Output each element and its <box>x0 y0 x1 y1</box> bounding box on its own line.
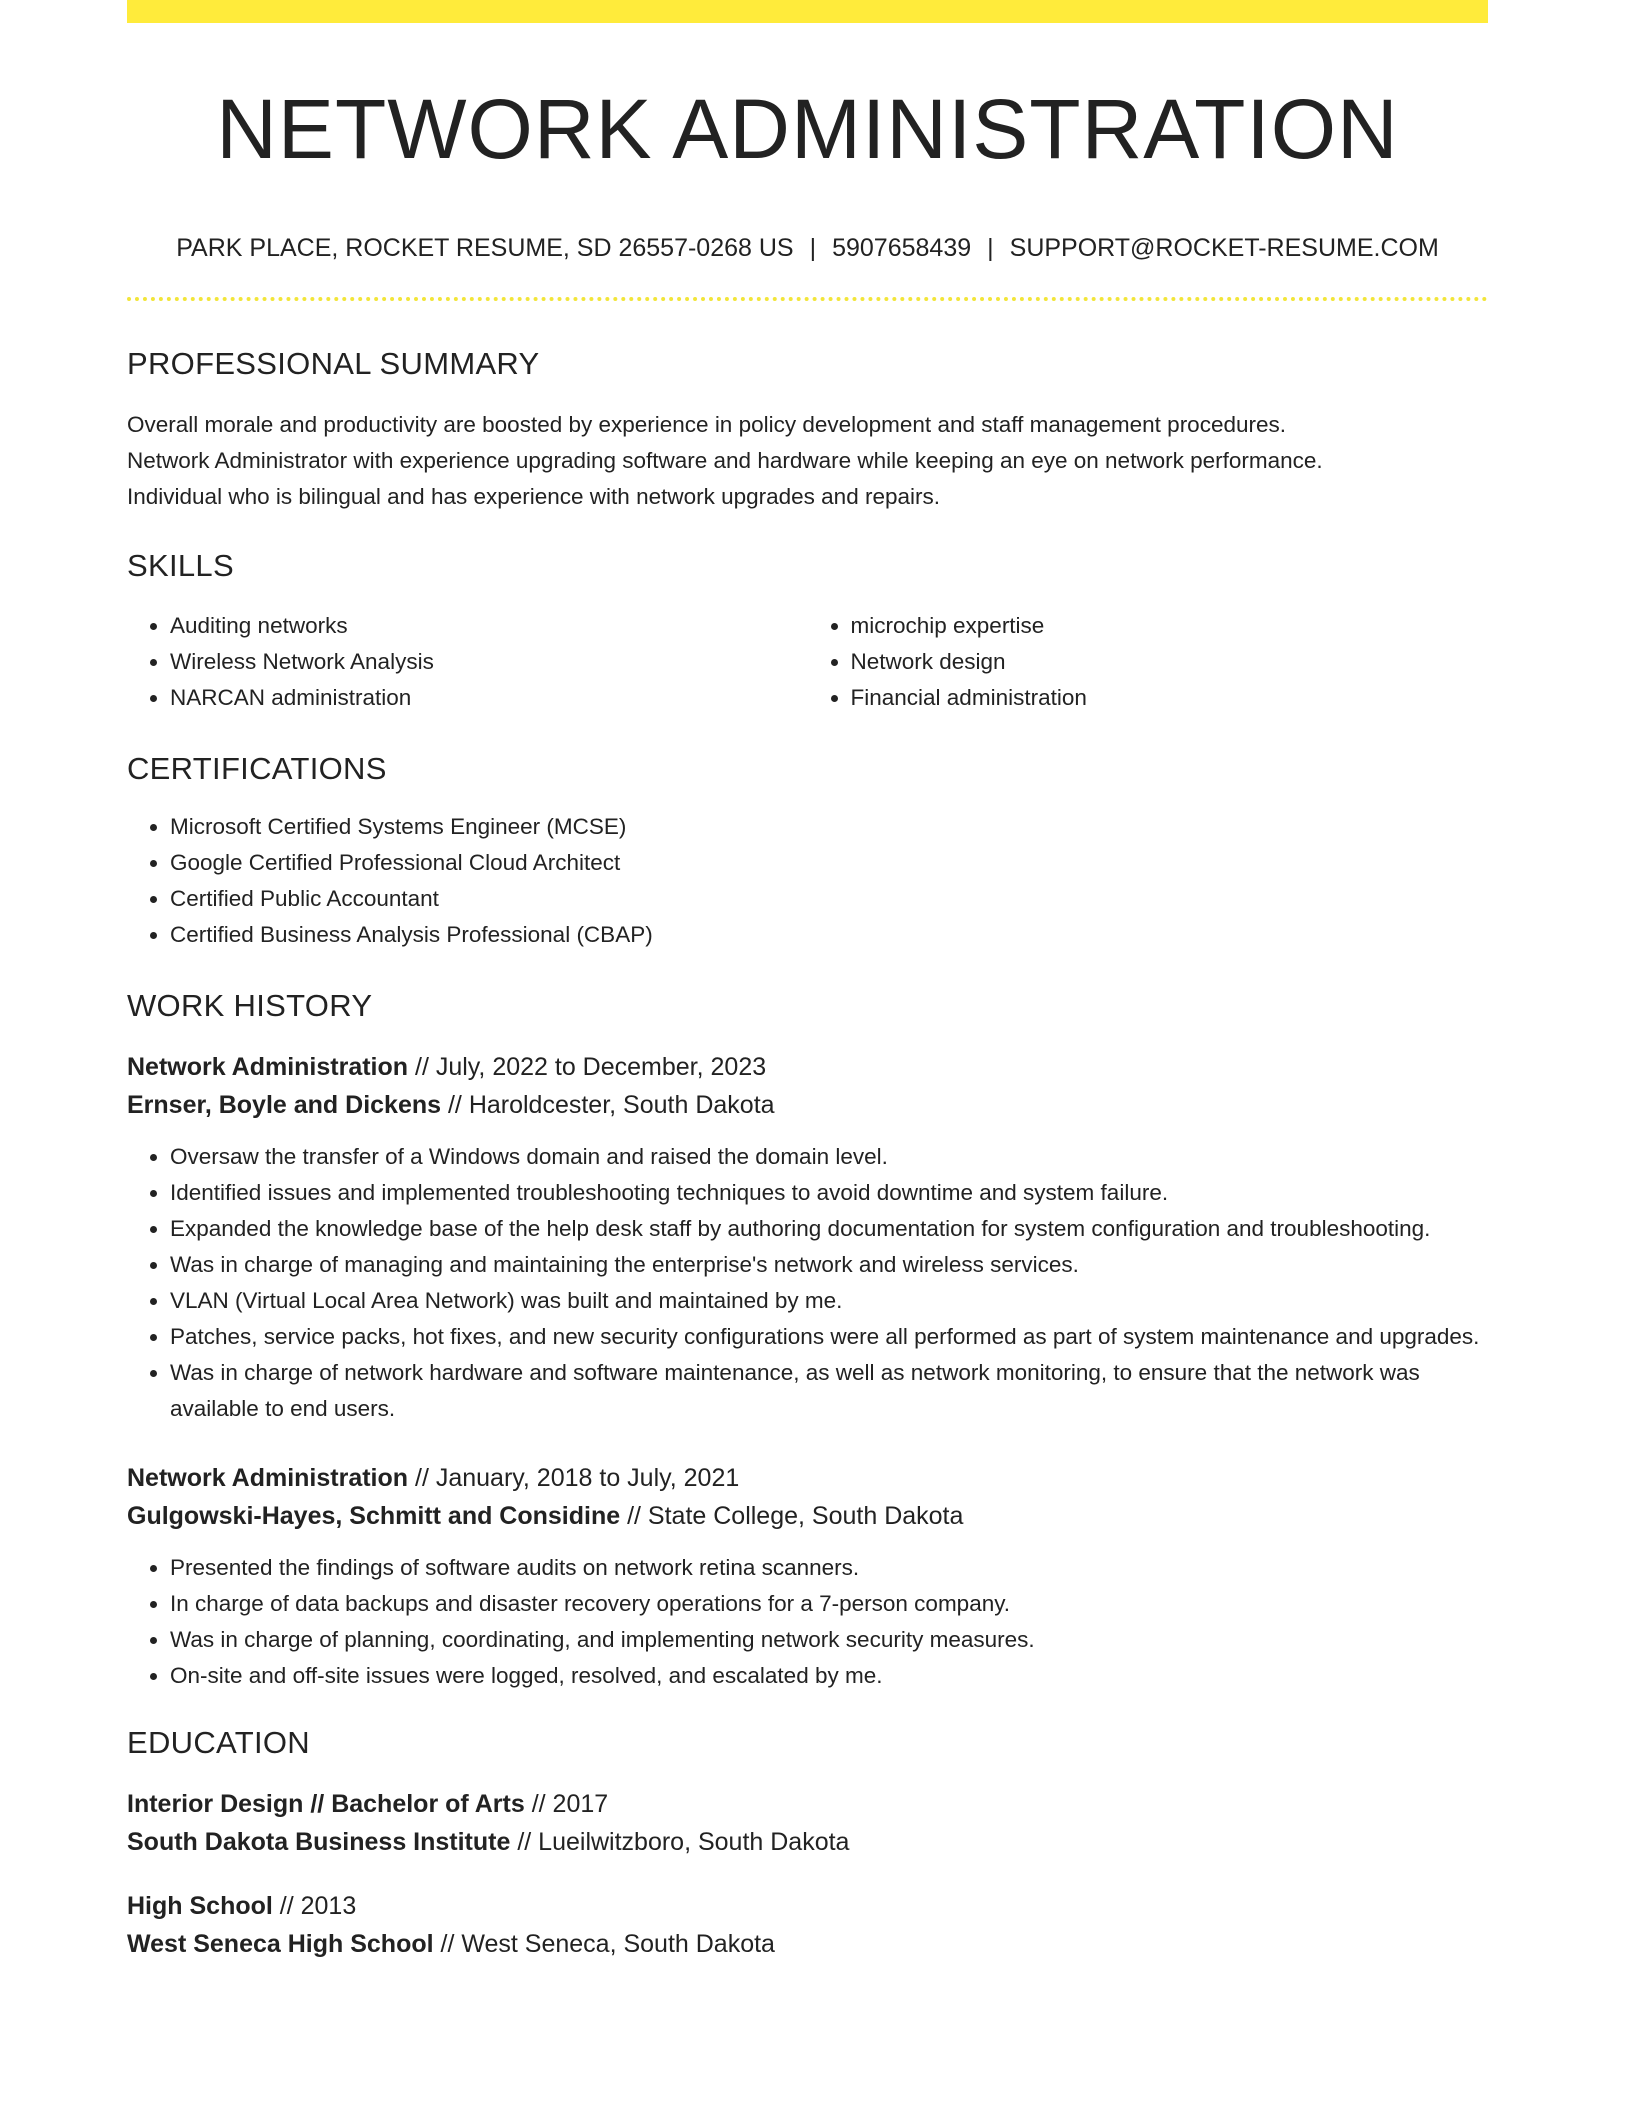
education-school: West Seneca High School <box>127 1930 434 1959</box>
job-bullet: • Expanded the knowledge base of the help desk staff by authoring documentation for system configuration and troubleshooting. <box>170 1211 1488 1247</box>
skill-item: • microchip expertise <box>851 608 1489 644</box>
certification-item: • Google Certified Professional Cloud Architect <box>170 845 1488 881</box>
education-degree: High School <box>127 1892 273 1921</box>
education-location: // West Seneca, South Dakota <box>433 1930 775 1959</box>
education-school-line <box>127 1925 1488 1963</box>
education-degree: Interior Design // Bachelor of Arts <box>127 1790 525 1819</box>
skills-columns <box>127 608 1488 716</box>
skill-item: • Network design <box>851 644 1489 680</box>
job-title-line <box>127 1048 1488 1086</box>
summary-line: Individual who is bilingual and has experience with network upgrades and repairs. <box>127 483 940 509</box>
job-bullet: • Was in charge of managing and maintaining the enterprise's network and wireless services. <box>170 1247 1488 1283</box>
contact-address: PARK PLACE, ROCKET RESUME, SD 26557-0268 US <box>176 234 794 263</box>
job-company: Ernser, Boyle and Dickens <box>127 1091 442 1120</box>
job-bullet: • Was in charge of planning, coordinating, and implementing network security measures. <box>170 1622 1488 1658</box>
job-bullet: • Oversaw the transfer of a Windows domain and raised the domain level. <box>170 1139 1488 1175</box>
contact-line <box>127 233 1488 263</box>
contact-separator: | <box>809 234 817 263</box>
education-entry <box>127 1785 1488 1861</box>
job-company-line <box>127 1086 1488 1124</box>
education-year: // 2017 <box>524 1790 609 1819</box>
job-bullet: • Presented the findings of software audits on network retina scanners. <box>170 1550 1488 1586</box>
job-bullets <box>127 1139 1488 1427</box>
skill-item: • Auditing networks <box>170 608 808 644</box>
education-location: // Lueilwitzboro, South Dakota <box>510 1828 850 1857</box>
certifications-heading: CERTIFICATIONS <box>127 750 387 786</box>
job-company: Gulgowski-Hayes, Schmitt and Considine <box>127 1502 621 1531</box>
skill-item: • NARCAN administration <box>170 680 808 716</box>
dotted-divider <box>127 297 1488 301</box>
education-year: // 2013 <box>272 1892 357 1921</box>
education-school-line <box>127 1823 1488 1861</box>
job-bullet: • Identified issues and implemented troubleshooting techniques to avoid downtime and system failure. <box>170 1175 1488 1211</box>
accent-top-bar <box>127 0 1488 23</box>
skills-list-right <box>808 608 1489 716</box>
job-dates: // January, 2018 to July, 2021 <box>408 1464 740 1493</box>
certification-item: • Microsoft Certified Systems Engineer (MCSE) <box>170 809 1488 845</box>
contact-phone: 5907658439 <box>832 234 972 263</box>
skills-heading: SKILLS <box>127 547 234 583</box>
certifications-list <box>127 809 1488 953</box>
resume-page <box>127 0 1488 1963</box>
job-bullet: • On-site and off-site issues were logged, resolved, and escalated by me. <box>170 1658 1488 1694</box>
skill-item: • Financial administration <box>851 680 1489 716</box>
education-heading: EDUCATION <box>127 1725 310 1761</box>
job-bullet: • Was in charge of network hardware and software maintenance, as well as network monitoring, to ensure that the network was available to end users. <box>170 1355 1488 1427</box>
job-bullet: • In charge of data backups and disaster recovery operations for a 7-person company. <box>170 1586 1488 1622</box>
summary-text <box>127 407 1488 515</box>
summary-heading: PROFESSIONAL SUMMARY <box>127 346 540 382</box>
contact-separator: | <box>987 234 994 263</box>
job-bullet: • VLAN (Virtual Local Area Network) was built and maintained by me. <box>170 1283 1488 1319</box>
resume-name: NETWORK ADMINISTRATION <box>216 82 1399 176</box>
job-role: Network Administration <box>127 1053 409 1082</box>
contact-email: SUPPORT@ROCKET-RESUME.COM <box>1009 234 1439 263</box>
education-degree-line <box>127 1887 1488 1925</box>
education-school: South Dakota Business Institute <box>127 1828 511 1857</box>
work-history-heading: WORK HISTORY <box>127 987 373 1023</box>
certification-item: • Certified Business Analysis Professional (CBAP) <box>170 917 1488 953</box>
skills-list-left <box>127 608 808 716</box>
certification-item: • Certified Public Accountant <box>170 881 1488 917</box>
job-header <box>127 1459 1488 1535</box>
skill-item: • Wireless Network Analysis <box>170 644 808 680</box>
job-location: // State College, South Dakota <box>620 1502 964 1531</box>
job-dates: // July, 2022 to December, 2023 <box>408 1053 767 1082</box>
summary-line: Overall morale and productivity are boosted by experience in policy development and staff management procedures. <box>127 411 1286 437</box>
job-company-line <box>127 1497 1488 1535</box>
education-entry <box>127 1887 1488 1963</box>
job-header <box>127 1048 1488 1124</box>
education-degree-line <box>127 1785 1488 1823</box>
job-role: Network Administration <box>127 1464 409 1493</box>
summary-line: Network Administrator with experience upgrading software and hardware while keeping an eye on network performance. <box>127 447 1323 473</box>
job-location: // Haroldcester, South Dakota <box>441 1091 775 1120</box>
job-bullet: • Patches, service packs, hot fixes, and new security configurations were all performed as part of system maintenance and upgrades. <box>170 1319 1488 1355</box>
job-title-line <box>127 1459 1488 1497</box>
job-bullets <box>127 1550 1488 1694</box>
